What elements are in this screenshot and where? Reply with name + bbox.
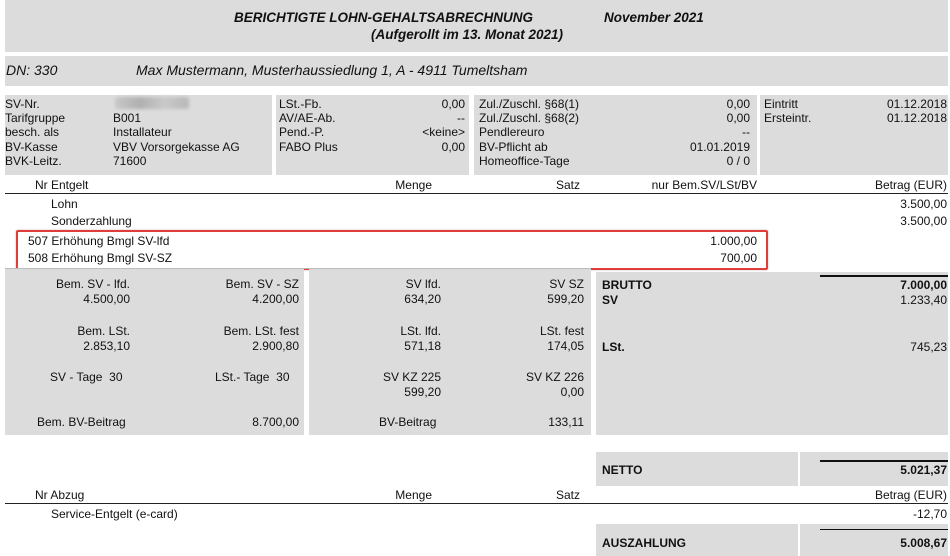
employee-number: DN: 330: [6, 62, 58, 78]
info-col-1-labels: [5, 97, 65, 168]
auszahlung-line: [820, 529, 948, 530]
info-label: BVK-Leitz.: [5, 153, 62, 168]
auszahlung-label: AUSZAHLUNG: [602, 536, 686, 550]
base-label: SV lfd.: [405, 277, 441, 291]
base-label: SV - Tage: [50, 370, 103, 384]
table-row: [51, 214, 132, 228]
info-label: Homeoffice-Tage: [479, 153, 570, 168]
entgelt-betrag: 3.500,00: [900, 214, 947, 228]
info-value: Installateur: [113, 125, 172, 140]
info-value: 01.01.2019: [689, 139, 750, 154]
document-subtitle: (Aufgerollt im 13. Monat 2021): [371, 27, 564, 42]
info-label: LSt.-Fb.: [279, 97, 322, 111]
info-value: 01.12.2018: [886, 111, 947, 126]
info-col-1-values: [113, 97, 240, 168]
info-label: Pendlereuro: [479, 125, 545, 140]
info-value: 0,00: [441, 139, 465, 154]
base-value: 634,20: [404, 292, 441, 306]
bv-base-label: Bem. BV-Beitrag: [37, 415, 126, 429]
bases-top-line-left: [5, 268, 591, 269]
entgelt-header-bem: nur Bem.SV/LSt/BV: [651, 178, 757, 192]
brutto-line: [820, 275, 948, 277]
base-days: [215, 370, 290, 384]
info-value: B001: [113, 111, 142, 126]
base-label: Bem. SV - lfd.: [55, 277, 130, 291]
base-value: 30: [109, 370, 123, 384]
info-col-3-labels: [479, 97, 579, 168]
abzug-header-satz: Satz: [555, 488, 580, 502]
info-label: Zul./Zuschl. §68(1): [479, 97, 580, 111]
info-label: Zul./Zuschl. §68(2): [479, 111, 580, 126]
base-label: Bem. LSt. fest: [223, 324, 299, 338]
info-label: Tarifgruppe: [5, 111, 66, 126]
auszahlung-value: 5.008,67: [900, 536, 947, 550]
table-row: [51, 507, 178, 521]
entgelt-header-menge: Menge: [395, 178, 432, 192]
info-value: 0,00: [441, 97, 465, 111]
base-label: Bem. SV - SZ: [225, 277, 299, 291]
info-label: SV-Nr.: [5, 97, 40, 111]
entgelt-header-betrag: Betrag (EUR): [874, 178, 947, 192]
abzug-name: Service-Entgelt (e-card): [51, 507, 178, 521]
bv-contribution-value: 133,11: [548, 415, 584, 429]
info-value: 0,00: [726, 97, 750, 111]
base-label: SV SZ: [549, 277, 584, 291]
info-value: 01.12.2018: [886, 97, 947, 111]
info-label: BV-Kasse: [5, 139, 58, 154]
abzug-header-nr: Nr Abzug: [35, 488, 85, 502]
netto-label: NETTO: [602, 463, 643, 477]
lst-value: 745,23: [910, 340, 947, 354]
info-label: AV/AE-Ab.: [279, 111, 336, 126]
highlight-box: [16, 230, 768, 270]
base-label: Bem. LSt.: [77, 324, 130, 338]
info-value: <keine>: [422, 125, 465, 140]
base-value: 599,20: [404, 385, 441, 399]
document-title: BERICHTIGTE LOHN-GEHALTSABRECHNUNG: [234, 10, 533, 25]
sv-value: 1.233,40: [900, 293, 947, 307]
netto-value: 5.021,37: [900, 463, 947, 477]
entgelt-betrag: 3.500,00: [900, 197, 947, 211]
lst-label: LSt.: [602, 340, 625, 354]
abzug-betrag: -12,70: [912, 507, 947, 521]
bv-base-value: 8.700,00: [252, 415, 299, 429]
base-value: 571,18: [404, 339, 441, 353]
info-label: FABO Plus: [279, 139, 338, 154]
base-value: 2.900,80: [252, 339, 299, 353]
base-label: SV KZ 225: [382, 370, 441, 384]
entgelt-nr: 508: [28, 251, 49, 265]
info-value: --: [742, 125, 750, 140]
base-value: 174,05: [547, 339, 584, 353]
header-band: [5, 0, 948, 52]
info-value: VBV Vorsorgekasse AG: [113, 139, 240, 154]
base-label: SV KZ 226: [525, 370, 584, 384]
entgelt-name: Lohn: [51, 197, 78, 211]
info-col-3-values: [640, 97, 750, 168]
abzug-header-line: [5, 503, 948, 504]
brutto-label: BRUTTO: [602, 278, 652, 292]
base-value: 599,20: [547, 292, 584, 306]
base-value: 2.853,10: [83, 339, 130, 353]
base-value: 4.500,00: [83, 292, 130, 306]
info-value: [113, 97, 240, 111]
table-row: [51, 197, 78, 211]
abzug-header-betrag: Betrag (EUR): [874, 488, 947, 502]
bv-contribution-label: BV-Beitrag: [379, 415, 437, 429]
sv-label: SV: [602, 293, 619, 307]
entgelt-nr: 507: [28, 234, 49, 248]
base-days: [50, 370, 123, 384]
entgelt-name: Sonderzahlung: [51, 214, 132, 228]
entgelt-name: Erhöhung Bmgl SV-lfd: [51, 234, 170, 248]
base-value: 30: [276, 370, 290, 384]
abzug-header-menge: Menge: [395, 488, 432, 502]
entgelt-header-nr: Nr Entgelt: [35, 178, 89, 192]
info-value: 0 / 0: [726, 153, 750, 168]
entgelt-header-line: [5, 193, 948, 194]
info-col-4-labels: [764, 97, 811, 125]
entgelt-name: Erhöhung Bmgl SV-SZ: [51, 251, 173, 265]
brutto-value: 7.000,00: [900, 278, 947, 292]
entgelt-bem: 1.000,00: [710, 234, 757, 248]
info-col-2-values: [380, 97, 465, 154]
info-value: --: [457, 111, 465, 126]
base-value: 0,00: [560, 385, 584, 399]
employee-name-address: Max Mustermann, Musterhaussiedlung 1, A - 4911 Tumeltsham: [136, 62, 528, 78]
document-period: November 2021: [604, 10, 704, 25]
base-value: 4.200,00: [252, 292, 299, 306]
info-col-4-values: [850, 97, 947, 125]
info-value: 71600: [113, 153, 147, 168]
base-label: LSt. lfd.: [400, 324, 441, 338]
info-label: Eintritt: [764, 97, 799, 111]
info-value: 0,00: [726, 111, 750, 126]
entgelt-header-satz: Satz: [555, 178, 580, 192]
info-label: BV-Pflicht ab: [479, 139, 548, 154]
info-col-2-labels: [279, 97, 338, 154]
base-label: LSt. fest: [539, 324, 584, 338]
info-label: Ersteintr.: [764, 111, 812, 126]
base-label: LSt.- Tage: [215, 370, 270, 384]
entgelt-bem: 700,00: [720, 251, 757, 265]
info-label: Pend.-P.: [279, 125, 325, 140]
info-label: besch. als: [5, 125, 60, 140]
netto-line: [820, 460, 948, 462]
